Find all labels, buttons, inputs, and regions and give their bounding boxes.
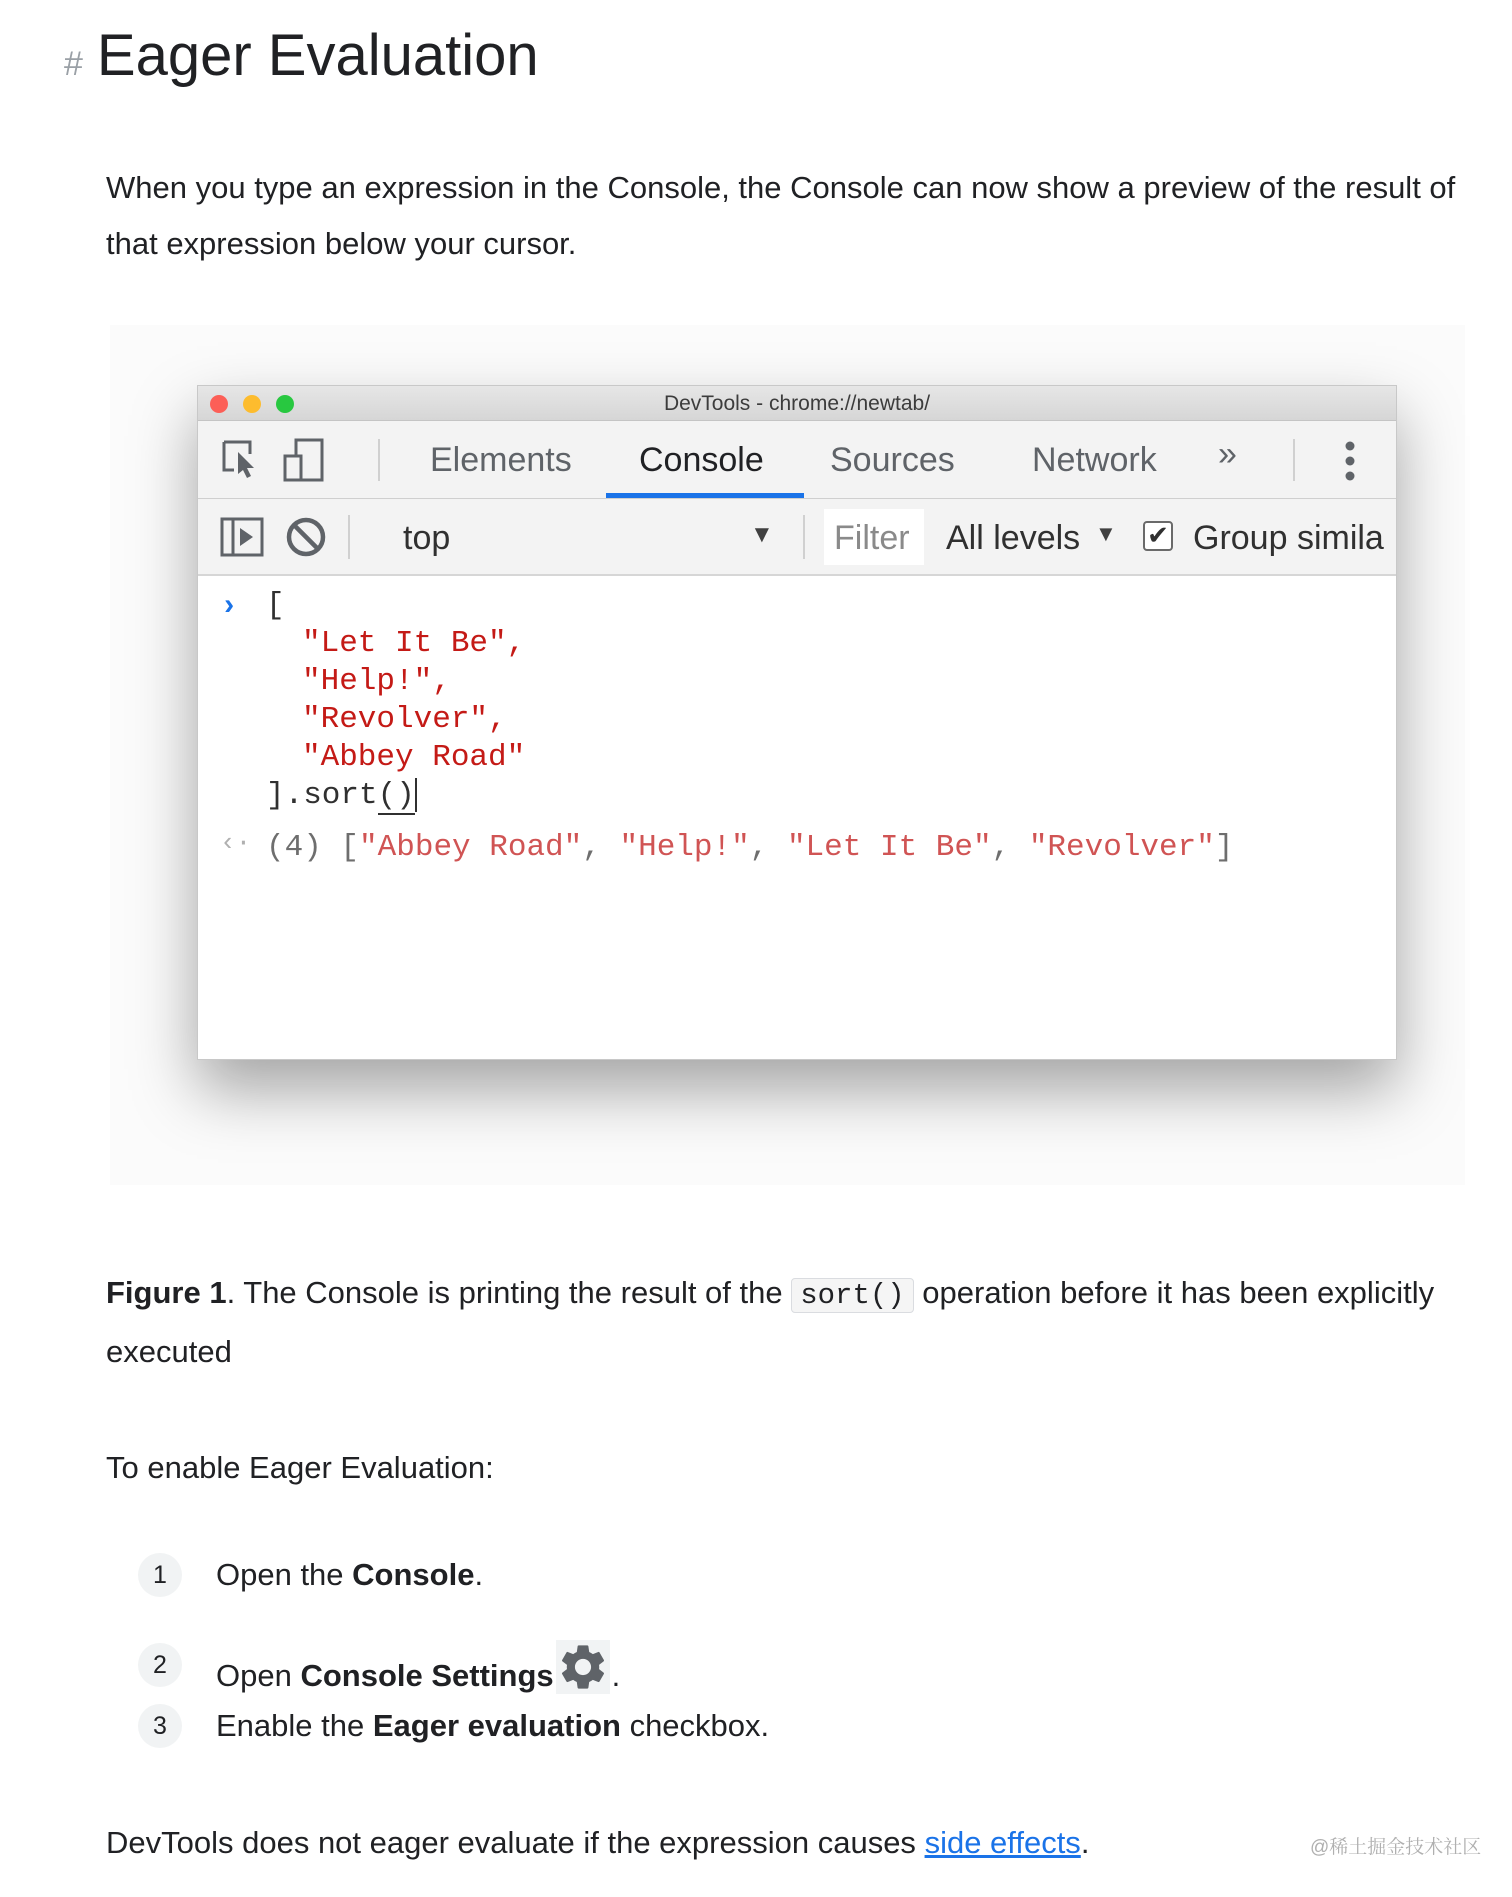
footer-text-post: . [1080,1825,1090,1860]
inline-code: sort() [791,1278,913,1313]
intro-paragraph: When you type an expression in the Console, the Console can now show a preview of the result of that expression below your cursor. [106,170,1456,261]
result-item: "Revolver" [1028,830,1215,865]
toolbar-divider [348,515,350,559]
result-item: "Abbey Road" [359,830,583,865]
context-dropdown-icon[interactable]: ▼ [750,521,774,548]
caption-text-after: operation before it has been explicitly executed [106,1275,1435,1369]
step-text-bold: Eager evaluation [372,1708,621,1743]
step-number: 3 [138,1704,182,1748]
result-count: (4) [266,830,322,865]
steps-intro: To enable Eager Evaluation: [106,1450,494,1485]
clear-console-icon[interactable] [284,515,328,564]
figure-caption [106,1265,1506,1380]
tab-network[interactable]: Network [1032,441,1157,479]
step-item [138,1553,483,1597]
result-separator: , [991,830,1029,865]
side-effects-link[interactable]: side effects [924,1825,1081,1860]
input-array-item: "Revolver", [302,702,507,737]
result-item: "Help!" [619,830,750,865]
step-text-pre: Enable the [216,1708,373,1743]
sidebar-toggle-icon[interactable] [220,517,264,562]
step-text [216,1708,769,1744]
step-text-post: . [611,1658,621,1693]
console-output[interactable] [198,576,1396,1056]
step-number: 2 [138,1643,182,1687]
input-parens: () [377,778,415,814]
side-effects-paragraph [106,1815,1506,1871]
anchor-hash[interactable]: # [64,45,83,83]
kebab-menu-icon[interactable] [1344,441,1356,486]
filter-placeholder: Filter [834,519,910,557]
watermark: @稀土掘金技术社区 [1310,1837,1482,1858]
result-close-bracket: ] [1214,830,1234,865]
result-separator: , [582,830,620,865]
step-text-pre: Open the [216,1557,353,1592]
input-sort-text: ].sort [266,778,378,814]
more-tabs-chevron-icon[interactable]: » [1218,435,1237,473]
caption-text-before: . The Console is printing the result of the [226,1275,792,1310]
toolbar-divider [803,515,805,559]
step-text-bold: Console Settings [300,1658,554,1693]
toolbar-divider [378,439,380,481]
eager-result-preview [266,830,1233,865]
result-item: "Let It Be" [786,830,992,865]
input-array-item: "Let It Be", [302,626,526,661]
step-text [216,1557,483,1593]
step-text-pre: Open [216,1658,301,1693]
devtools-tabbar [198,421,1396,499]
step-item [138,1704,769,1748]
levels-dropdown-icon[interactable]: ▼ [1095,521,1117,546]
window-titlebar [198,386,1396,421]
figure-label: Figure 1 [106,1275,227,1310]
active-tab-indicator [606,493,804,498]
step-text [216,1640,620,1702]
result-separator: , [749,830,787,865]
group-similar-label: Group simila [1193,519,1384,557]
step-item [138,1628,620,1702]
context-selector[interactable]: top [403,519,451,557]
text-cursor [415,778,417,812]
tab-sources[interactable]: Sources [830,441,955,479]
step-number: 1 [138,1553,182,1597]
prompt-chevron-icon: › [220,590,239,624]
log-levels-dropdown[interactable]: All levels [946,519,1081,557]
toolbar-divider [1293,439,1295,481]
step-text-post: . [474,1557,484,1592]
group-similar-checkbox[interactable]: ✔ [1143,521,1173,551]
devtools-window [197,385,1397,1060]
result-arrow-icon: ‹· [220,828,252,858]
tab-console[interactable]: Console [639,441,764,479]
window-title: DevTools - chrome://newtab/ [663,392,931,415]
result-open-bracket: [ [340,830,360,865]
input-array-item: "Abbey Road" [302,740,526,775]
console-filterbar [198,499,1396,576]
input-open-bracket: [ [266,588,285,623]
input-array-item: "Help!", [302,664,451,699]
step-text-bold: Console [352,1557,475,1592]
inspect-element-icon[interactable] [220,438,260,485]
page-title: Eager Evaluation [96,23,539,88]
device-toolbar-icon[interactable] [282,438,326,489]
input-sort-call [266,778,417,813]
gear-icon [556,1640,610,1702]
footer-text-pre: DevTools does not eager evaluate if the expression causes [106,1825,925,1860]
tab-elements[interactable]: Elements [430,441,572,479]
section-heading [64,22,539,89]
step-text-post: checkbox. [620,1708,770,1743]
